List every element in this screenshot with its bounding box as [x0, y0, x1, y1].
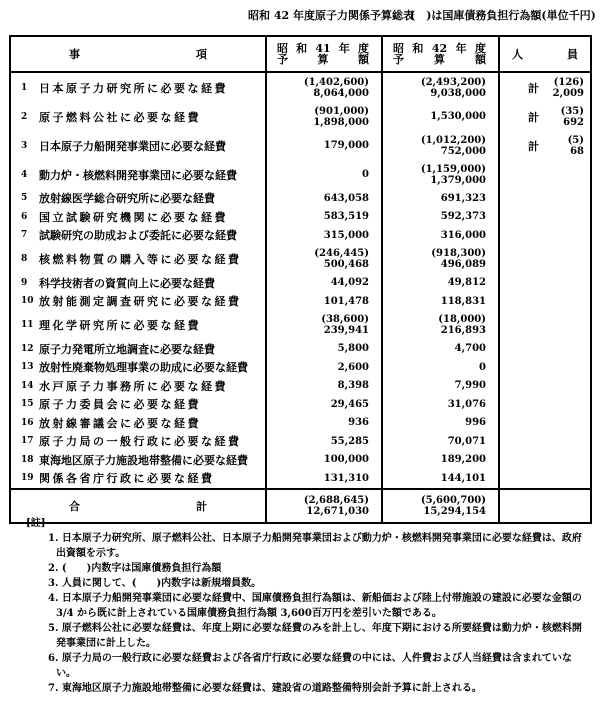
- fy41-cell: [266, 358, 382, 377]
- table-row: [10, 226, 591, 245]
- staff-cell: [499, 226, 591, 245]
- item-number: 15: [21, 399, 34, 410]
- staff-total-label: 計: [528, 139, 539, 153]
- hdr-char: 予: [393, 53, 404, 66]
- staff-cell: [499, 340, 591, 359]
- item-number: 7: [21, 230, 28, 241]
- fy41-cell: [266, 226, 382, 245]
- note-item: 1. 日本原子力研究所、原子燃料公社、日本原子力船開発事業団および動力炉・核燃料開発事業団に必要な経費は、政府出資額を示す。: [48, 533, 582, 559]
- fy41-cell: [266, 395, 382, 414]
- fy42-debt: (918,300): [431, 248, 486, 259]
- item-number: 13: [21, 362, 34, 373]
- fy41-amount: 0: [362, 169, 369, 180]
- fy42-cell: [382, 395, 499, 414]
- staff-cell: [499, 72, 591, 102]
- item-number: 16: [21, 417, 34, 428]
- fy41-cell: [266, 245, 382, 274]
- fy42-amount: 118,831: [440, 295, 486, 307]
- item-cell: [10, 208, 266, 227]
- fy41-cell: [266, 189, 382, 208]
- col-header-staff: [499, 36, 591, 72]
- fy41-amount: 2,600: [337, 361, 369, 373]
- hdr-char: 予: [277, 53, 288, 66]
- fy42-cell: [382, 245, 499, 274]
- table-row: [10, 245, 591, 274]
- item-number: 12: [21, 343, 34, 354]
- item-cell: [10, 469, 266, 489]
- staff-cell: [499, 102, 591, 131]
- fy41-amount: 100,000: [323, 454, 369, 466]
- item-cell: [10, 377, 266, 396]
- note-item: 3. 人員に関して、( )内数字は新規増員数。: [48, 578, 262, 589]
- staff-new: (5): [567, 134, 584, 146]
- hdr-char: 昭: [393, 42, 404, 55]
- note-item: 7. 東海地区原子力施設地帯整備に必要な経費は、建設省の道路整備特別会計予算に計上される。: [48, 683, 482, 694]
- hdr-char: 算: [434, 53, 445, 66]
- fy42-amount: 31,076: [447, 398, 486, 410]
- fy41-cell: [266, 432, 382, 451]
- fy42-amount: 592,373: [440, 211, 486, 223]
- staff-cell: [499, 358, 591, 377]
- fy41-cell: [266, 160, 382, 189]
- fy42-amount: 496,089: [440, 259, 486, 270]
- item-cell: [10, 292, 266, 311]
- staff-count: 2,009: [552, 87, 584, 99]
- fy41-amount: 1,898,000: [313, 116, 369, 128]
- staff-total-label: 計: [528, 81, 539, 95]
- item-label: 東海地区原子力施設地帯整備に必要な経費: [39, 453, 248, 467]
- col-header-item-char: 項: [196, 48, 207, 61]
- fy41-amount: 5,800: [337, 343, 369, 355]
- page-title: 昭和 42 年度原子力関係予算総表: [248, 9, 414, 22]
- table-row: [10, 102, 591, 131]
- item-cell: [10, 160, 266, 189]
- fy42-cell: [382, 160, 499, 189]
- staff-cell: [499, 208, 591, 227]
- col-header-item-char: 事: [69, 48, 80, 61]
- fy42-debt: (1,012,200): [420, 134, 486, 146]
- total-fy41-amount: 12,671,030: [306, 505, 369, 517]
- staff-new: (35): [560, 105, 584, 117]
- notes-section: [26, 514, 591, 696]
- table-header-row: [10, 36, 591, 72]
- item-label: 原子燃料公社に必要な経費: [39, 110, 201, 124]
- table-row: [10, 131, 591, 160]
- note-item: 5. 原子燃料公社に必要な経費は、年度上期に必要な経費のみを計上し、年度下期における所要経費は動力炉・核燃料開発事業団に計上した。: [48, 623, 582, 649]
- fy42-amount: 1,379,000: [430, 174, 486, 186]
- fy41-amount: 315,000: [323, 229, 369, 241]
- item-cell: [10, 226, 266, 245]
- staff-cell: [499, 131, 591, 160]
- item-number: 14: [21, 380, 34, 391]
- hdr-char: 年: [455, 42, 467, 55]
- total-fy41-debt: (2,688,645): [303, 494, 369, 506]
- item-label: 水戸原子力事務所に必要な経費: [39, 379, 228, 393]
- total-label-char: 計: [196, 499, 207, 513]
- item-cell: [10, 414, 266, 433]
- item-number: 19: [21, 473, 34, 484]
- fy42-cell: [382, 292, 499, 311]
- table-row: [10, 208, 591, 227]
- staff-new: (126): [553, 76, 584, 88]
- item-label: 放射能測定調査研究に必要な経費: [39, 295, 242, 309]
- table-row: [10, 377, 591, 396]
- fy41-cell: [266, 451, 382, 470]
- item-cell: [10, 131, 266, 160]
- item-label: 原子力発電所立地調査に必要な経費: [39, 342, 215, 356]
- item-label: 原子力局の一般行政に必要な経費: [39, 435, 242, 449]
- fy42-cell: [382, 311, 499, 340]
- table-row: [10, 340, 591, 359]
- fy41-debt: (1,402,600): [303, 76, 369, 88]
- item-cell: [10, 189, 266, 208]
- table-row: [10, 451, 591, 470]
- fy41-amount: 8,064,000: [313, 87, 369, 99]
- staff-count: 68: [570, 145, 584, 157]
- fy41-debt: (246,445): [314, 248, 369, 259]
- hdr-char: 員: [567, 48, 578, 61]
- fy41-cell: [266, 208, 382, 227]
- staff-cell: [499, 189, 591, 208]
- fy42-cell: [382, 131, 499, 160]
- item-cell: [10, 102, 266, 131]
- budget-table: [9, 35, 592, 524]
- fy41-cell: [266, 72, 382, 102]
- fy41-amount: 179,000: [323, 140, 369, 151]
- item-label: 原子力委員会に必要な経費: [39, 398, 201, 412]
- fy42-amount: 70,071: [447, 435, 486, 447]
- fy41-cell: [266, 377, 382, 396]
- fy41-amount: 44,092: [330, 277, 369, 289]
- item-label: 核燃料物質の購入等に必要な経費: [39, 253, 242, 266]
- total-fy42-debt: (5,600,700): [420, 494, 486, 506]
- item-number: 2: [21, 111, 28, 122]
- hdr-char: 和: [412, 42, 424, 55]
- table-row: [10, 395, 591, 414]
- item-label: 動力炉・核燃料開発事業団に必要な経費: [39, 168, 237, 182]
- staff-cell: [499, 469, 591, 489]
- fy41-amount: 29,465: [330, 398, 369, 410]
- item-label: 放射性廃棄物処理事業の助成に必要な経費: [39, 361, 248, 375]
- fy41-cell: [266, 340, 382, 359]
- staff-cell: [499, 451, 591, 470]
- item-label: 放射線医学総合研究所に必要な経費: [39, 192, 215, 206]
- fy41-amount: 936: [348, 417, 369, 429]
- fy41-cell: [266, 274, 382, 293]
- staff-cell: [499, 292, 591, 311]
- item-label: 日本原子力研究所に必要な経費: [39, 81, 228, 95]
- item-number: 8: [21, 254, 28, 264]
- staff-count: 692: [563, 116, 584, 128]
- fy42-amount: 9,038,000: [430, 87, 486, 99]
- fy42-cell: [382, 226, 499, 245]
- fy42-amount: 49,812: [447, 277, 486, 289]
- fy41-amount: 643,058: [323, 192, 369, 204]
- col-header-item: [10, 36, 266, 72]
- fy42-cell: [382, 340, 499, 359]
- hdr-char: 昭: [277, 42, 288, 55]
- hdr-char: 額: [358, 53, 369, 66]
- fy42-amount: 189,200: [440, 454, 486, 466]
- fy42-amount: 752,000: [440, 145, 486, 157]
- item-label: 試験研究の助成および委託に必要な経費: [39, 229, 237, 243]
- col-header-fy42: [382, 36, 499, 72]
- total-label-char: 合: [69, 499, 80, 513]
- fy41-amount: 131,310: [323, 472, 369, 484]
- fy42-amount: 4,700: [454, 343, 486, 355]
- fy41-cell: [266, 292, 382, 311]
- fy42-cell: [382, 451, 499, 470]
- note-item: 2. ( )内数字は国庫債務負担行為額: [48, 563, 222, 574]
- fy42-amount: 216,893: [440, 325, 486, 336]
- hdr-char: 額: [475, 53, 486, 66]
- fy41-amount: 239,941: [323, 325, 369, 336]
- staff-cell: [499, 245, 591, 274]
- hdr-char: 和: [296, 42, 308, 55]
- item-cell: [10, 72, 266, 102]
- table-row: [10, 72, 591, 102]
- fy41-debt: (901,000): [314, 105, 369, 117]
- table-row: [10, 469, 591, 489]
- fy42-amount: 316,000: [440, 229, 486, 241]
- hdr-char: 41: [315, 42, 331, 55]
- fy42-cell: [382, 189, 499, 208]
- item-number: 9: [21, 277, 28, 288]
- fy41-cell: [266, 414, 382, 433]
- hdr-char: 人: [512, 48, 523, 61]
- staff-cell: [499, 432, 591, 451]
- item-number: 5: [21, 193, 28, 204]
- item-label: 理化学研究所に必要な経費: [39, 319, 201, 332]
- fy42-cell: [382, 274, 499, 293]
- unit-note: ( )は国庫債務負担行為額(単位千円): [410, 9, 596, 22]
- item-cell: [10, 395, 266, 414]
- item-number: 17: [21, 436, 34, 447]
- fy42-cell: [382, 377, 499, 396]
- fy42-amount: 0: [479, 361, 486, 373]
- item-label: 日本原子力船開発事業団に必要な経費: [39, 139, 226, 153]
- table-row: [10, 414, 591, 433]
- fy41-cell: [266, 102, 382, 131]
- hdr-char: 42: [431, 42, 448, 55]
- item-number: 18: [21, 454, 34, 465]
- table-row: [10, 292, 591, 311]
- fy42-debt: (2,493,200): [420, 76, 486, 88]
- table-row: [10, 432, 591, 451]
- item-number: 3: [21, 140, 28, 151]
- staff-cell: [499, 395, 591, 414]
- item-number: 1: [21, 82, 28, 93]
- hdr-char: 算: [317, 53, 329, 66]
- fy42-cell: [382, 102, 499, 131]
- item-label: 関係各省庁行政に必要な経費: [39, 472, 215, 486]
- item-number: 11: [21, 320, 34, 330]
- staff-cell: [499, 311, 591, 340]
- item-cell: [10, 340, 266, 359]
- fy41-amount: 101,478: [323, 295, 369, 307]
- item-number: 4: [21, 169, 28, 180]
- fy41-amount: 8,398: [337, 380, 369, 392]
- hdr-char: 度: [475, 42, 486, 55]
- fy41-debt: (38,600): [321, 314, 369, 325]
- fy42-cell: [382, 358, 499, 377]
- item-number: 6: [21, 211, 28, 222]
- fy41-cell: [266, 311, 382, 340]
- fy42-cell: [382, 414, 499, 433]
- item-cell: [10, 245, 266, 274]
- staff-cell: [499, 274, 591, 293]
- hdr-char: 度: [358, 42, 369, 55]
- fy42-debt: (18,000): [438, 314, 486, 325]
- fy42-cell: [382, 208, 499, 227]
- fy42-debt: (1,159,000): [420, 163, 486, 175]
- fy42-amount: 7,990: [454, 380, 486, 392]
- item-cell: [10, 451, 266, 470]
- table-row: [10, 311, 591, 340]
- fy41-amount: 55,285: [330, 435, 369, 447]
- item-label: 国立試験研究機関に必要な経費: [39, 210, 228, 224]
- staff-cell: [499, 414, 591, 433]
- fy42-cell: [382, 469, 499, 489]
- item-cell: [10, 274, 266, 293]
- fy41-amount: 500,468: [323, 259, 369, 270]
- staff-cell: [499, 160, 591, 189]
- table-row: [10, 189, 591, 208]
- fy42-cell: [382, 72, 499, 102]
- fy42-amount: 996: [465, 417, 486, 429]
- table-row: [10, 160, 591, 189]
- item-label: 科学技術者の資質向上に必要な経費: [39, 276, 215, 290]
- note-item: 4. 日本原子力船開発事業団に必要な経費中、国庫債務負担行為額は、新船価および陸上付帯施設の建設に必要な金額の 3/4 から既に計上されている国庫債務負担行為額 3,600百万円を差引いた額である。: [48, 593, 582, 619]
- item-cell: [10, 432, 266, 451]
- fy42-amount: 691,323: [440, 192, 486, 204]
- fy42-amount: 1,530,000: [430, 111, 486, 122]
- fy41-cell: [266, 469, 382, 489]
- fy41-amount: 583,519: [323, 211, 369, 223]
- fy42-cell: [382, 432, 499, 451]
- table-row: [10, 358, 591, 377]
- table-row: [10, 274, 591, 293]
- staff-total-label: 計: [528, 110, 539, 124]
- item-cell: [10, 311, 266, 340]
- note-item: 6. 原子力局の一般行政に必要な経費および各省庁行政に必要な経費の中には、人件費および人当経費は含まれていない。: [48, 653, 572, 679]
- fy41-cell: [266, 131, 382, 160]
- notes-heading: [註]: [26, 518, 46, 529]
- staff-cell: [499, 377, 591, 396]
- item-number: 10: [21, 296, 34, 307]
- item-cell: [10, 358, 266, 377]
- fy42-amount: 144,101: [440, 472, 486, 484]
- hdr-char: 年: [338, 42, 350, 55]
- col-header-fy41: [266, 36, 382, 72]
- item-label: 放射線審議会に必要な経費: [39, 416, 201, 430]
- total-fy42-amount: 15,294,154: [423, 505, 486, 517]
